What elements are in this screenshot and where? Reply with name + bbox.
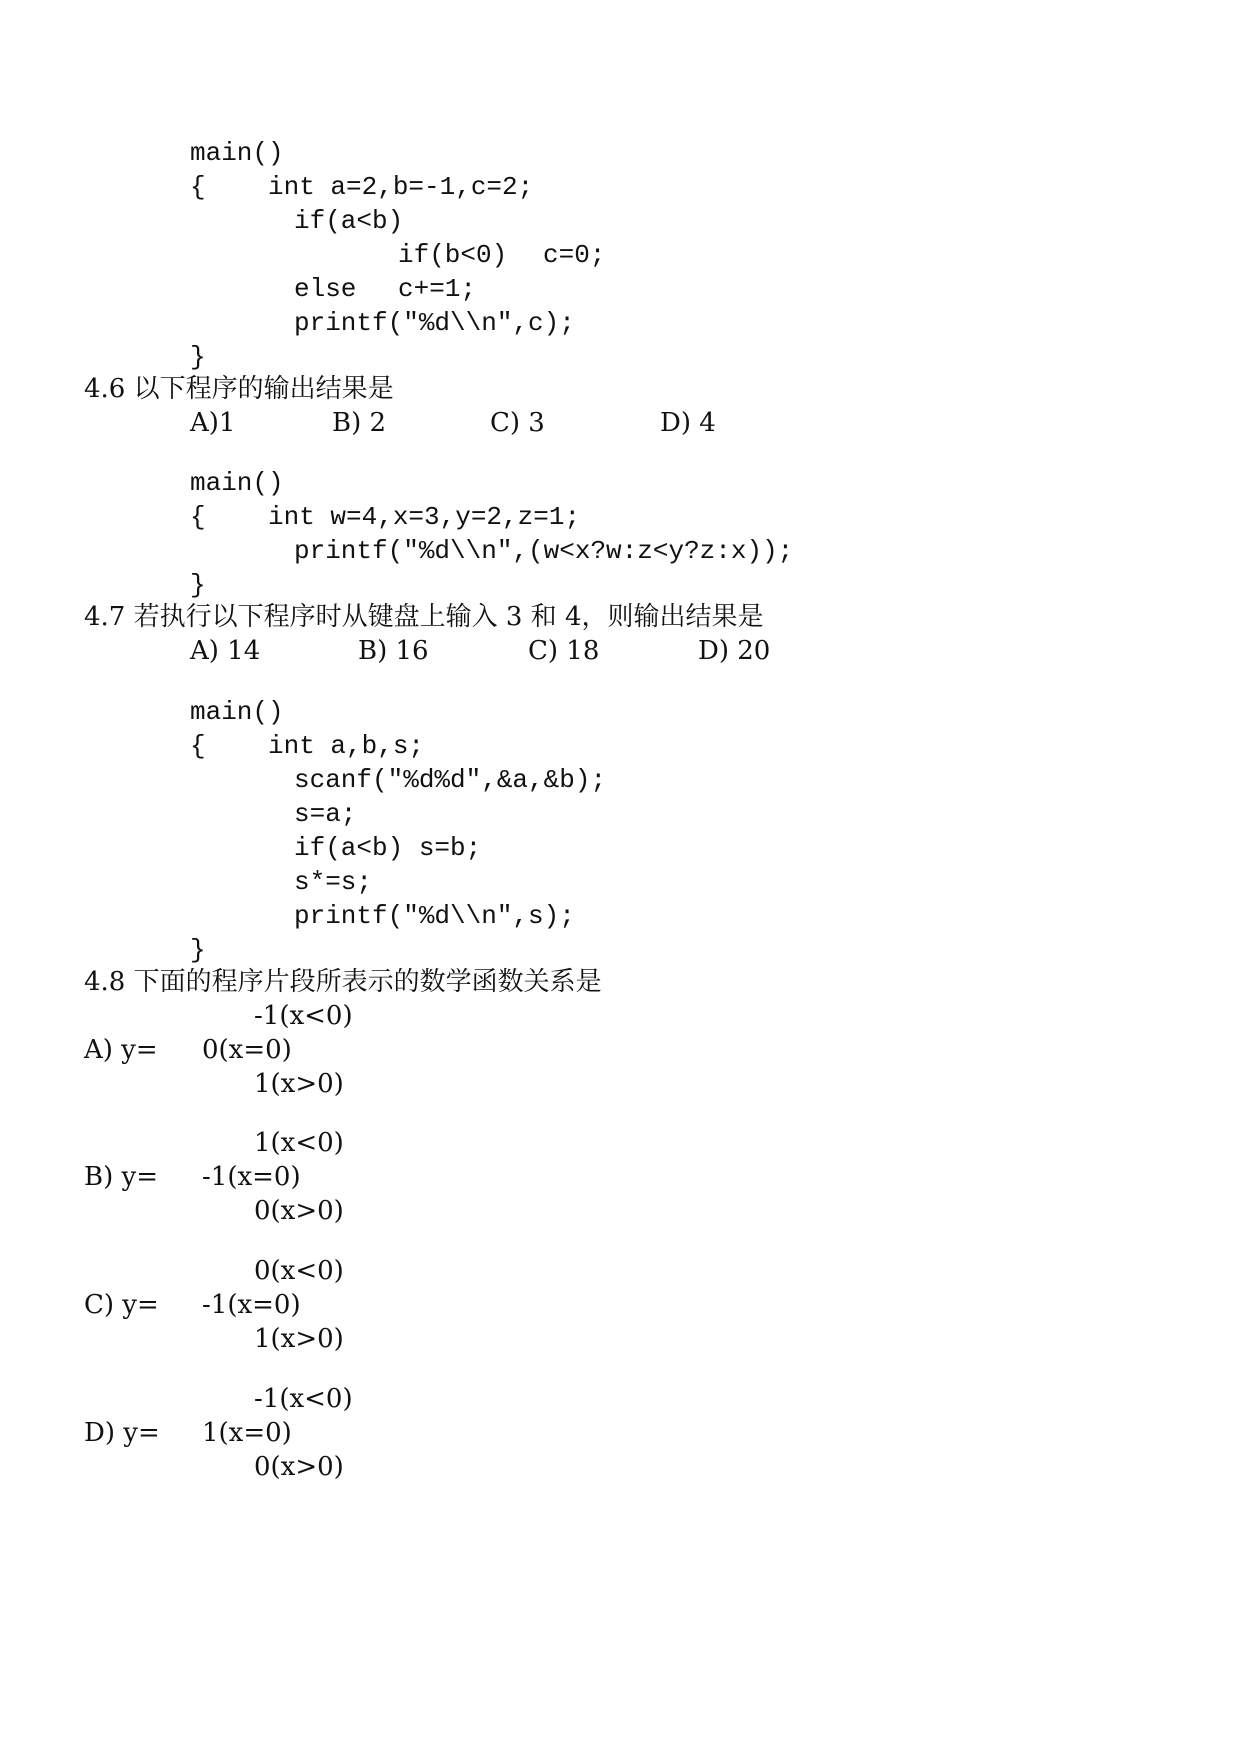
piecewise-case: -1(x<0)	[254, 1001, 353, 1031]
code-brace: }	[190, 570, 206, 600]
code-brace: {	[190, 731, 206, 761]
code-line: if(a<b)	[294, 206, 404, 236]
piecewise-case: -1(x=0)	[202, 1162, 301, 1192]
option-b: B) 2	[332, 408, 387, 438]
code-line: if(a<b) s=b;	[294, 833, 482, 863]
code-line: int w=4,x=3,y=2,z=1;	[268, 502, 581, 532]
code-line: int a,b,s;	[268, 731, 425, 761]
piecewise-case: 1(x>0)	[254, 1324, 344, 1354]
piecewise-case: 0(x<0)	[254, 1256, 344, 1286]
option-d: D) 4	[660, 408, 716, 438]
code-line: if(b<0)	[398, 240, 508, 270]
piecewise-case: 1(x>0)	[254, 1069, 344, 1099]
code-line: printf("%d\\n",(w<x?w:z<y?z:x));	[294, 536, 794, 566]
question-title: 4.8 下面的程序片段所表示的数学函数关系是	[84, 967, 602, 997]
code-line: main()	[190, 468, 284, 498]
code-brace: }	[190, 342, 206, 372]
code-line: printf("%d\\n",s);	[294, 901, 575, 931]
piecewise-case: 1(x<0)	[254, 1128, 344, 1158]
piecewise-case: -1(x<0)	[254, 1384, 353, 1414]
code-line: scanf("%d%d",&a,&b);	[294, 765, 607, 795]
code-line: s*=s;	[294, 867, 373, 897]
piecewise-case: 0(x=0)	[202, 1035, 292, 1065]
code-line: int a=2,b=-1,c=2;	[268, 172, 534, 202]
code-line: s=a;	[294, 799, 357, 829]
piecewise-case: 1(x=0)	[202, 1418, 292, 1448]
option-b-label: B) y=	[84, 1162, 158, 1192]
question-title: 4.6 以下程序的输出结果是	[84, 374, 394, 404]
question-title: 4.7 若执行以下程序时从键盘上输入 3 和 4，则输出结果是	[84, 602, 764, 632]
code-line: printf("%d\\n",c);	[294, 308, 575, 338]
piecewise-case: 0(x>0)	[254, 1452, 344, 1482]
option-c: C) 18	[528, 636, 600, 666]
option-d-label: D) y=	[84, 1418, 160, 1448]
code-line: main()	[190, 697, 284, 727]
code-brace: {	[190, 502, 206, 532]
code-line: c=0;	[543, 240, 606, 270]
code-line: main()	[190, 138, 284, 168]
option-a: A) 14	[190, 636, 261, 666]
option-a: A)1	[190, 408, 236, 438]
code-line: else	[294, 274, 357, 304]
code-brace: }	[190, 935, 206, 965]
option-c: C) 3	[490, 408, 545, 438]
piecewise-case: -1(x=0)	[202, 1290, 301, 1320]
option-b: B) 16	[358, 636, 429, 666]
code-brace: {	[190, 172, 206, 202]
option-d: D) 20	[698, 636, 771, 666]
code-line: c+=1;	[398, 274, 477, 304]
piecewise-case: 0(x>0)	[254, 1196, 344, 1226]
option-c-label: C) y=	[84, 1290, 159, 1320]
option-a-label: A) y=	[84, 1035, 158, 1065]
